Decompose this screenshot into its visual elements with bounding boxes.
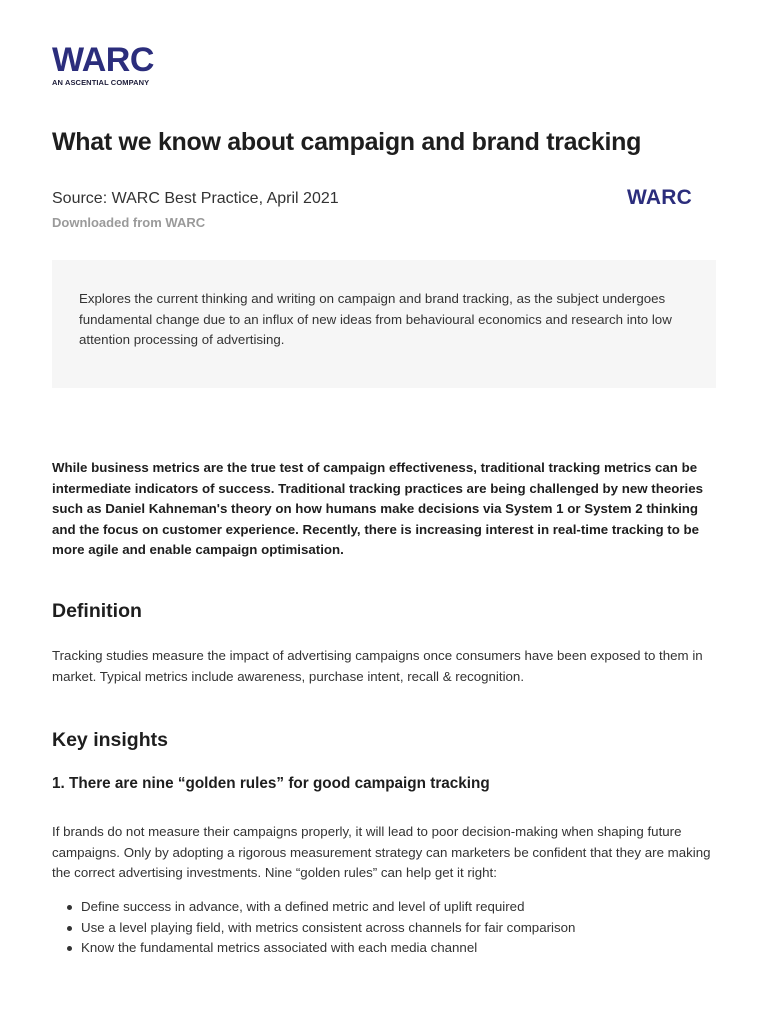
list-item: [52, 918, 722, 939]
bullet-icon: [67, 926, 72, 931]
bullet-icon: [67, 946, 72, 951]
document-title: What we know about campaign and brand tracking: [52, 128, 642, 156]
golden-rules-intro: If brands do not measure their campaigns properly, it will lead to poor decision-making when shaping future campaigns. Only by adopting a rigorous measurement strategy can marketers be confident that they are making the correct advertising investments. Nine “golden rules” can help get it right:: [52, 824, 711, 880]
warc-logo: [52, 41, 154, 87]
summary-text: Explores the current thinking and writing on campaign and brand tracking, as the subject undergoes fundamental change due to an influx of new ideas from behavioural economics and research into low attention processing of advertising.: [79, 291, 672, 347]
list-item: [52, 938, 722, 959]
warc-secondary-logo: WARC: [627, 186, 692, 209]
warc-logo-tagline: AN ASCENTIAL COMPANY: [52, 78, 150, 87]
list-item: [52, 897, 722, 918]
bullet-icon: [67, 905, 72, 910]
downloaded-line: Downloaded from WARC: [52, 215, 206, 230]
warc-logo-wordmark: WARC: [52, 41, 154, 79]
golden-rules-list: [52, 897, 722, 959]
intro-paragraph: While business metrics are the true test of campaign effectiveness, traditional tracking metrics can be intermediate indicators of success. Traditional tracking practices are being challenged by new theories such as Daniel Kahneman's theory on how humans make decisions via System 1 or System 2 thinking and the focus on customer experience. Recently, there is increasing interest in real-time tracking to be more agile and enable campaign optimisation.: [52, 460, 704, 557]
source-line: Source: WARC Best Practice, April 2021: [52, 190, 339, 207]
definition-text: Tracking studies measure the impact of advertising campaigns once consumers have been exposed to them in market. Typical metrics include awareness, purchase intent, recall & recognition.: [52, 648, 703, 684]
key-insights-heading: Key insights: [52, 729, 168, 751]
insight-subheading: 1. There are nine “golden rules” for good campaign tracking: [52, 775, 490, 792]
summary-box: [52, 260, 716, 388]
definition-heading: Definition: [52, 600, 142, 622]
list-item-text: Know the fundamental metrics associated with each media channel: [81, 940, 478, 955]
list-item-text: Define success in advance, with a defined metric and level of uplift required: [81, 899, 525, 914]
list-item-text: Use a level playing field, with metrics consistent across channels for fair comparison: [81, 919, 576, 935]
